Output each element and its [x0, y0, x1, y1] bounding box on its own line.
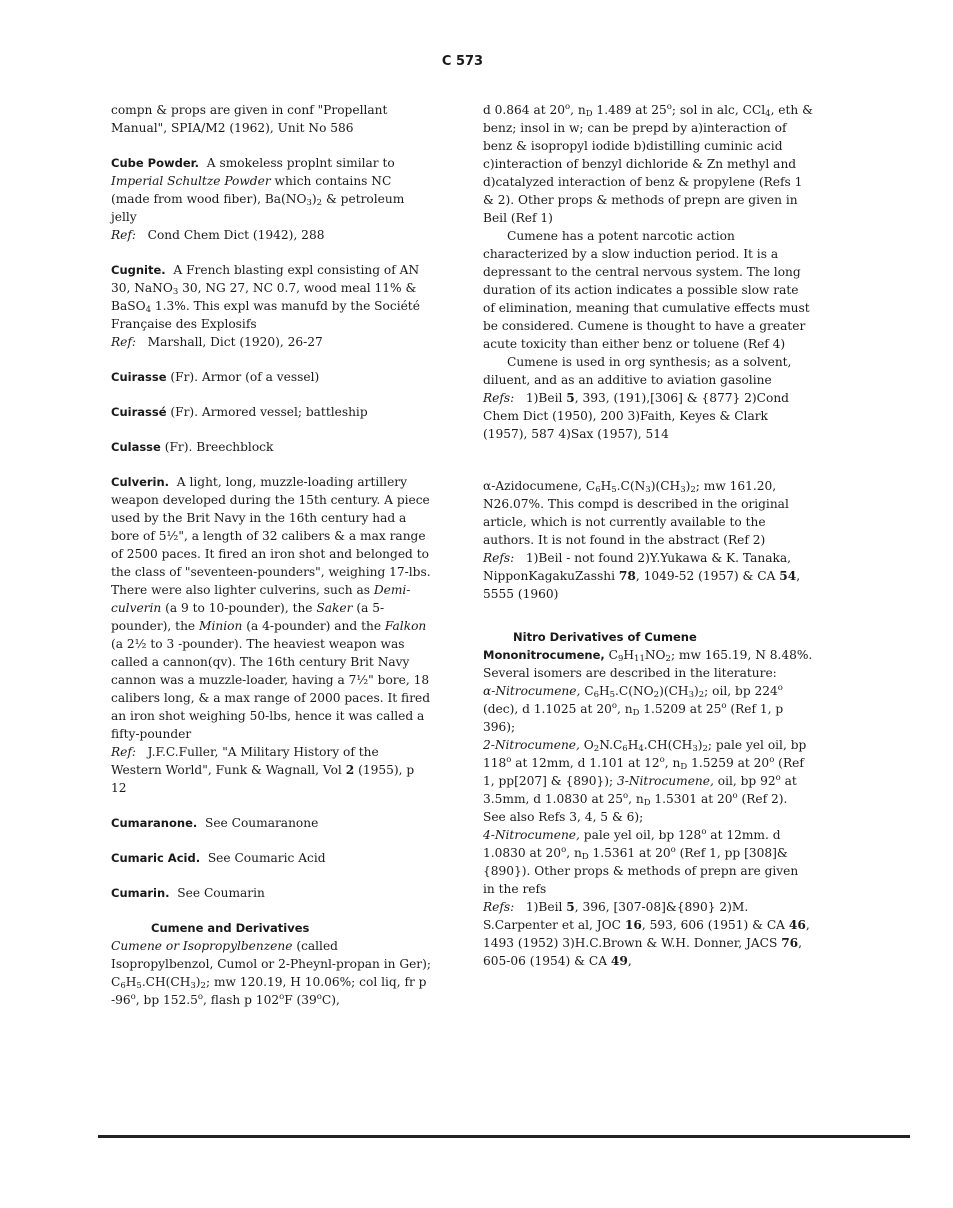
cross-reference: See Coumaranone: [205, 816, 319, 830]
entry-mononitrocumene: Mononitrocumene, $C_9H_{11}NO_2$; mw 165.19, N 8.48%. Several isomers are described in the literature: α-Nitrocumene, $C_6H_5.C(NO_2)(CH_3)_2$; oil, bp 224$^o$ (dec), d 1.1025 at 20$^o$, $n_D$ 1.5209 at 25$^o$ (Ref 1, p 396); 2-Nitrocumene, $O_2N.C_6H_4.CH(CH_3)_2$; pale yel oil, bp 118$^o$ at 12mm, d 1.101 at 12$^o$, $n_D$ 1.5259 at 20$^o$ (Ref 1, pp[207] & {890}); 3-Nitrocumene, oil, bp 92$^o$ at 3.5mm, d 1.0830 at 25$^o$, $n_D$ 1.5301 at 20$^o$ (Ref 2). See also Refs 3, 4, 5 & 6); 4-Nitrocumene, pale yel oil, bp 128$^o$ at 12mm. d 1.0830 at 20$^o$, $n_D$ 1.5361 at 20$^o$ (Ref 1, pp [308]&{890}). Other props & methods of prepn are given in the refs Refs: 1)Beil 5, 396, [307-08]&{890} 2)M. S.Carpenter et al, JOC 16, 593, 606 (1951) & CA 46, 1493 (1952) 3)H.C.Brown & W.H. Donner, JACS 76, 605-06 (1954) & CA 49,: [483, 648, 813, 968]
entry-heading: Cumarin.: [111, 886, 170, 900]
page-number: C 573: [441, 54, 484, 69]
entry-cumaric-acid: [111, 849, 433, 867]
footer-rule: [98, 1135, 910, 1138]
cumene-uses-paragraph: Cumene is used in org synthesis; as a solvent, diluent, and as an additive to aviation gasoline: [483, 355, 792, 387]
cumene-toxicity-paragraph: Cumene has a potent narcotic action characterized by a slow induction period. It is a depressant to the central nervous system. The long duration of its action indicates a possible slow rate of elimination, meaning that cumulative effects must be considered. Cumene is thought to have a greater acute toxicity than either benz or toluene (Ref 4): [483, 229, 810, 351]
entry-heading: Culverin.: [111, 475, 170, 489]
left-column: [111, 101, 433, 1009]
entry-cuirasse-accent: Cuirassé (Fr). Armored vessel; battleship: [111, 405, 368, 419]
intro-paragraph: compn & props are given in conf "Propellant Manual", SPIA/M2 (1962), Unit No 586: [111, 103, 388, 135]
isomer-alpha: α-Nitrocumene, $C_6H_5.C(NO_2)(CH_3)_2$; oil, bp 224$^o$ (dec), d 1.1025 at 20$^o$, $n_D$ 1.5209 at 25$^o$ (Ref 1, p 396);: [483, 683, 784, 734]
cross-reference: See Coumaric Acid: [207, 851, 326, 865]
entry-heading: Cugnite.: [111, 263, 166, 277]
entry-cugnite: Cugnite. A French blasting expl consisting of AN 30, NaNO$_3$ 30, NG 27, NC 0.7, wood meal 11% & BaSO$_4$ 1.3%. This expl was manufd by the Société Française des Explosifs Ref: Marshall, Dict (1920), 26-27: [111, 263, 420, 349]
entry-cuirasse: Cuirasse (Fr). Armor (of a vessel): [111, 370, 320, 384]
entry-heading: Cuirasse: [111, 370, 167, 384]
entry-heading: Cuirassé: [111, 405, 167, 419]
cumene-properties-continued: d 0.864 at 20$^o$, $n_D$ 1.489 at 25$^o$; sol in alc, CCl$_4$, eth & benz; insol in w; can be prepd by a)interaction of benz & isopropyl iodide b)distilling cuminic acid c)interaction of benzyl dichloride & Zn methyl and d)catalyzed interaction of benz & propylene (Refs 1 & 2). Other props & methods of prepn are given in Beil (Ref 1): [483, 102, 813, 225]
cross-reference: See Coumarin: [177, 886, 265, 900]
cumene-references: Refs: 1)Beil 5, 393, (191),[306] & {877} 2)Cond Chem Dict (1950), 200 3)Faith, Keyes & Clark (1957), 587 4)Sax (1957), 514: [483, 391, 789, 441]
entry-cube-powder: Cube Powder. A smokeless proplnt similar to Imperial Schultze Powder which contains NC (made from wood fiber), $Ba(NO_3)_2$ & petroleum jelly Ref: Cond Chem Dict (1942), 288: [111, 156, 405, 242]
entry-culverin: Culverin. A light, long, muzzle-loading artillery weapon developed during the 15th century. A piece used by the Brit Navy in the 16th century had a bore of 5½", a length of 32 calibers & a max range of 2500 paces. It fired an iron shot and belonged to the class of "seventeen-pounders", weighing 17-lbs. There were also lighter culverins, such as Demi-culverin (a 9 to 10-pounder), the Saker (a 5-pounder), the Minion (a 4-pounder) and the Falkon (a 2½ to 3 -pounder). The heaviest weapon was called a cannon(qv). The 16th century Brit Navy cannon was a muzzle-loader, having a 7½" bore, 18 calibers long, & a max range of 2000 paces. It fired an iron shot weighing 50-lbs, hence it was called a fifty-pounder Ref: J.F.C.Fuller, "A Military History of the Western World", Funk & Wagnall, Vol 2 (1955), p 12: [111, 475, 431, 795]
isomer-4: 4-Nitrocumene, pale yel oil, bp 128$^o$ at 12mm. d 1.0830 at 20$^o$, $n_D$ 1.5361 at 20$^o$ (Ref 1, pp [308]&{890}). Other props & methods of prepn are given in the refs: [483, 827, 799, 896]
section-title-cumene: Cumene and Derivatives: [151, 921, 310, 935]
entry-heading: Cube Powder.: [111, 156, 200, 170]
mononitrocumene-references: Refs: 1)Beil 5, 396, [307-08]&{890} 2)M. S.Carpenter et al, JOC 16, 593, 606 (1951) & CA 46, 1493 (1952) 3)H.C.Brown & W.H. Donner, JACS 76, 605-06 (1954) & CA 49,: [483, 900, 810, 968]
entry-cumaranone: [111, 814, 433, 832]
isomer-2: 2-Nitrocumene, $O_2N.C_6H_4.CH(CH_3)_2$; pale yel oil, bp 118$^o$ at 12mm, d 1.101 at 12$^o$, $n_D$ 1.5259 at 20$^o$ (Ref 1, pp[207] & {890}); 3-Nitrocumene, oil, bp 92$^o$ at 3.5mm, d 1.0830 at 25$^o$, $n_D$ 1.5301 at 20$^o$ (Ref 2). See also Refs 3, 4, 5 & 6);: [483, 738, 807, 824]
entry-cumarin: [111, 884, 433, 902]
entry-azidocumene: α-Azidocumene, $C_6H_5.C(N_3)(CH_3)_2$; mw 161.20, N26.07%. This compd is described in the original article, which is not currently available to the authors. It is not found in the abstract (Ref 2) Refs: 1)Beil - not found 2)Y.Yukawa & K. Tanaka, NipponKagakuZasshi 78, 1049-52 (1957) & CA 54, 5555 (1960): [483, 479, 801, 601]
entry-heading: Cumaranone.: [111, 816, 198, 830]
entry-cumene: Cumene or Isopropylbenzene (called Isopropylbenzol, Cumol or 2-Pheynl-propan in Ger); $C_6H_5.CH(CH_3)_2$; mw 120.19, H 10.06%; col liq, fr p -96$^o$, bp 152.5$^o$, flash p 102$^o$F (39$^o$C),: [111, 939, 431, 1007]
section-title-nitro: Nitro Derivatives of Cumene: [513, 630, 697, 644]
entry-culasse: Culasse (Fr). Breechblock: [111, 440, 274, 454]
reference: Marshall, Dict (1920), 26-27: [147, 335, 323, 349]
entry-heading: Mononitrocumene,: [483, 648, 605, 662]
entry-heading: Cumaric Acid.: [111, 851, 201, 865]
reference: Cond Chem Dict (1942), 288: [147, 228, 325, 242]
entry-heading: Culasse: [111, 440, 161, 454]
right-column: [483, 101, 813, 970]
